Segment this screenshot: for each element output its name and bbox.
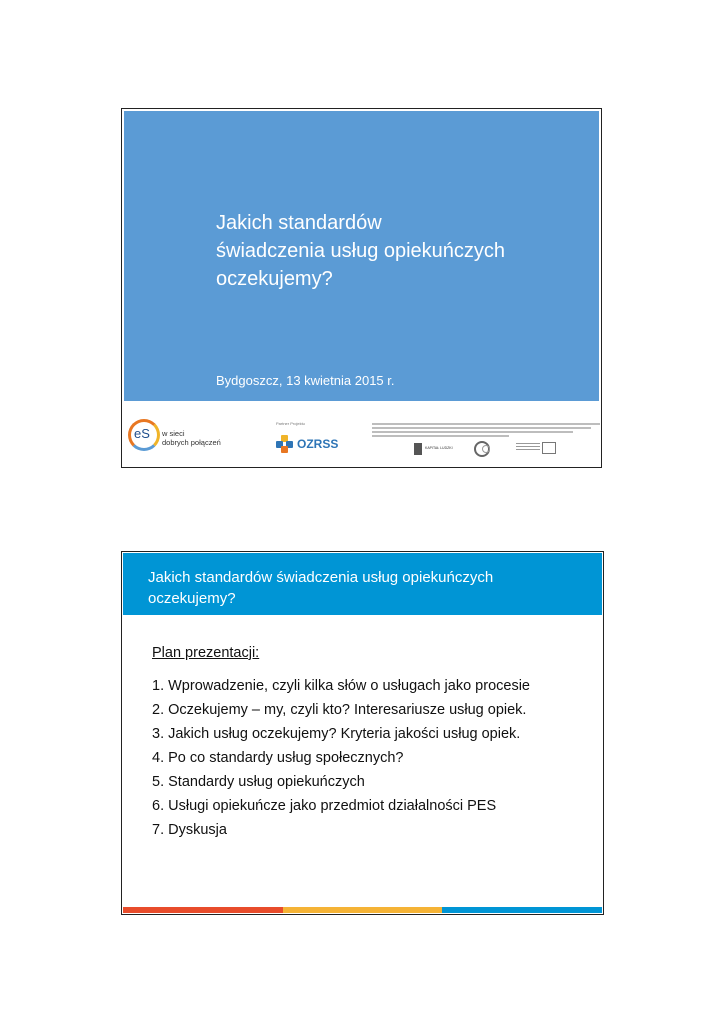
agenda-item: 5. Standardy usług opiekuńczych	[152, 774, 365, 790]
title-line-1: Jakich standardów	[216, 212, 382, 234]
agenda-slide-header	[123, 553, 602, 615]
agenda-item: 3. Jakich usług oczekujemy? Kryteria jakości usług opiek.	[152, 726, 521, 742]
eu-flag-icon	[542, 442, 556, 454]
title-slide	[121, 108, 602, 468]
title-slide-heading	[216, 209, 576, 293]
agenda-item: 7. Dyskusja	[152, 822, 227, 838]
kapital-ludzki-logo	[414, 443, 456, 457]
circle-partner-logo-inner	[482, 445, 490, 453]
agenda-slide	[121, 551, 604, 915]
es-caption-line-2: dobrych połączeń	[162, 438, 221, 447]
title-line-3: oczekujemy?	[216, 268, 333, 290]
title-slide-blue-panel	[124, 111, 599, 401]
agenda-title-line-1: Jakich standardów świadczenia usług opiekuńczych	[148, 569, 494, 586]
title-slide-logo-footer	[124, 405, 599, 465]
kapital-ludzki-label: KAPITAŁ LUDZKI	[425, 446, 453, 450]
es-logo-caption	[162, 429, 221, 447]
title-slide-date: Bydgoszcz, 13 kwietnia 2015 r.	[216, 373, 395, 388]
agenda-item: 2. Oczekujemy – my, czyli kto? Interesariusze usług opiek.	[152, 702, 527, 718]
ozrss-logo	[276, 435, 338, 453]
ozrss-name: OZRSS	[297, 437, 339, 451]
es-logo-text: eS	[134, 426, 150, 441]
agenda-list	[152, 674, 530, 842]
eu-union-text	[516, 443, 540, 455]
agenda-title-line-2: oczekujemy?	[148, 590, 236, 607]
color-bar-red	[123, 907, 283, 913]
color-bar-blue	[442, 907, 602, 913]
project-description-text	[372, 423, 600, 439]
color-bar-yellow	[283, 907, 443, 913]
kapital-ludzki-icon	[414, 443, 422, 455]
agenda-item: 6. Usługi opiekuńcze jako przedmiot działalności PES	[152, 798, 497, 814]
ozrss-star-icon	[276, 435, 294, 453]
title-line-2: świadczenia usług opiekuńczych	[216, 240, 506, 262]
es-logo	[128, 419, 160, 451]
agenda-item: 4. Po co standardy usług społecznych?	[152, 750, 404, 766]
es-caption-line-1: w sieci	[162, 429, 185, 438]
plan-heading: Plan prezentacji:	[152, 645, 260, 661]
agenda-item: 1. Wprowadzenie, czyli kilka słów o usługach jako procesie	[152, 678, 530, 694]
agenda-slide-title	[148, 567, 493, 609]
partner-label: Partner Projektu	[276, 421, 305, 426]
color-bar-strip	[123, 907, 602, 913]
